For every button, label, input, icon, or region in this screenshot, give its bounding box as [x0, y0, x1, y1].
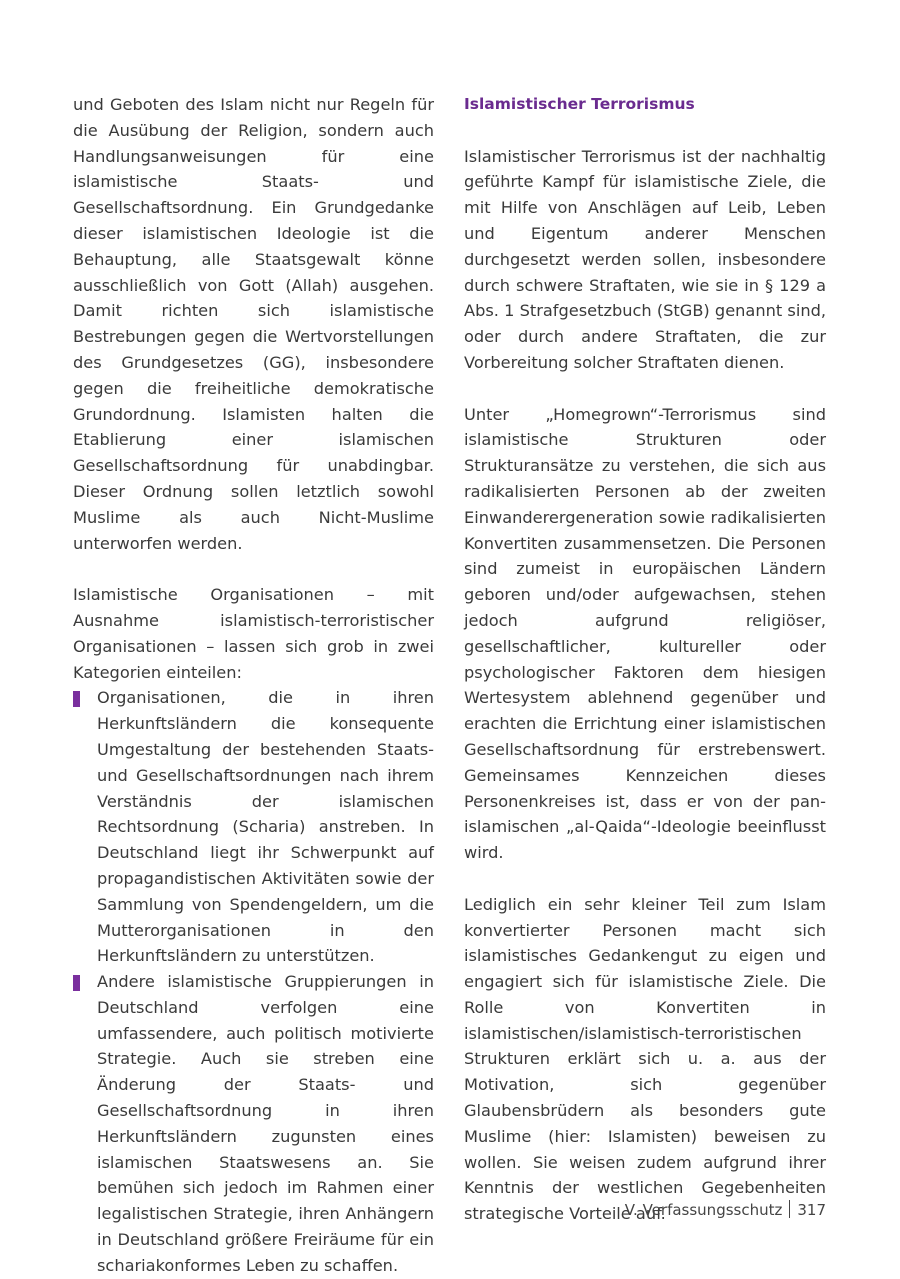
right-column — [464, 92, 826, 1227]
left-column — [73, 92, 434, 1279]
list-item-text: Organisationen, die in ihren Herkunftsländern die konsequente Umgestaltung der bestehenden Staats- und Gesellschaftsordnungen nach ihrem Verständnis der islamischen Rechtsordnung (Scharia) anstreben. In Deutschland liegt ihr Schwerpunkt auf propagandistischen Aktivitäten sowie der Sammlung von Spendengeldern, um die Mutterorganisationen in den Herkunftsländern zu unterstützen. — [97, 688, 434, 966]
paragraph-gap — [464, 376, 826, 402]
list-item — [73, 685, 434, 969]
paragraph-gap — [464, 866, 826, 892]
body-paragraph: und Geboten des Islam nicht nur Regeln für die Ausübung der Religion, sondern auch Handlungsanweisungen für eine islamistische Staats- und Gesellschaftsordnung. Ein Grundgedanke dieser islamistischen Ideologie ist die Behauptung, alle Staatsgewalt könne ausschließlich von Gott (Allah) ausgehen. Damit richten sich islamistische Bestrebungen gegen die Wertvorstellungen des Grundgesetzes (GG), insbesondere gegen die freiheitliche demokratische Grundordnung. Islamisten halten die Etablierung einer islamischen Gesellschaftsordnung für unabdingbar. Dieser Ordnung sollen letztlich sowohl Muslime als auch Nicht-Muslime unterworfen werden. — [73, 95, 434, 553]
body-paragraph: Lediglich ein sehr kleiner Teil zum Islam konvertierter Personen macht sich islamistisches Gedankengut zu eigen und engagiert sich für islamistische Ziele. Die Rolle von Konvertiten in islamistischen/islamistisch-terroristischen Strukturen erklärt sich u. a. aus der Motivation, sich gegenüber Glaubensbrüdern als besonders gute Muslime (hier: Islamisten) beweisen zu wollen. Sie weisen zudem aufgrund ihrer Kenntnis der westlichen Gegebenheiten strategische Vorteile auf. — [464, 894, 826, 1224]
page-footer — [625, 1200, 826, 1219]
page-number: 317 — [797, 1201, 826, 1219]
list-item-text: Andere islamistische Gruppierungen in Deutschland verfolgen eine umfassendere, auch politisch motivierte Strategie. Auch sie streben eine Änderung der Staats- und Gesellschaftsordnung in ihren Herkunftsländern zugunsten eines islamischen Staatswesens an. Sie bemühen sich jedoch im Rahmen einer legalistischen Strategie, ihren Anhängern in Deutschland größere Freiräume für ein schariakonformes Leben zu schaffen. — [97, 972, 434, 1275]
paragraph-gap — [73, 556, 434, 582]
body-paragraph: Unter „Homegrown“-Terrorismus sind islamistische Strukturen oder Strukturansätze zu verstehen, die sich aus radikalisierten Personen ab der zweiten Einwanderergeneration sowie radikalisierten Konvertiten zusammensetzen. Die Personen sind zumeist in europäischen Ländern geboren und/oder aufgewachsen, stehen jedoch aufgrund religiöser, gesellschaftlicher, kultureller oder psychologischer Faktoren dem hiesigen Wertesystem ablehnend gegenüber und erachten die Errichtung einer islamistischen Gesellschaftsordnung für erstrebenswert. Gemeinsames Kennzeichen dieses Personenkreises ist, dass er von der pan-islamischen „al-Qaida“-Ideologie beeinflusst wird. — [464, 404, 826, 863]
footer-section-title: V. Verfassungsschutz — [624, 1201, 783, 1219]
paragraph-gap — [464, 118, 826, 144]
list-item — [73, 969, 434, 1279]
bullet-square-icon — [73, 691, 80, 707]
bullet-square-icon — [73, 975, 80, 991]
category-list — [73, 685, 434, 1278]
body-paragraph: Islamistischer Terrorismus ist der nachhaltig geführte Kampf für islamistische Ziele, die mit Hilfe von Anschlägen auf Leib, Leben und Eigentum anderer Menschen durchgesetzt werden sollen, insbesondere durch schwere Straftaten, wie sie in § 129 a Abs. 1 Strafgesetzbuch (StGB) genannt sind, oder durch andere Straftaten, die zur Vorbereitung solcher Straftaten dienen. — [464, 146, 826, 372]
footer-divider — [789, 1200, 790, 1218]
section-heading: Islamistischer Terrorismus — [464, 95, 695, 113]
body-paragraph: Islamistische Organisationen – mit Ausnahme islamistisch-terroristischer Organisationen – lassen sich grob in zwei Kategorien einteilen: — [73, 585, 434, 682]
